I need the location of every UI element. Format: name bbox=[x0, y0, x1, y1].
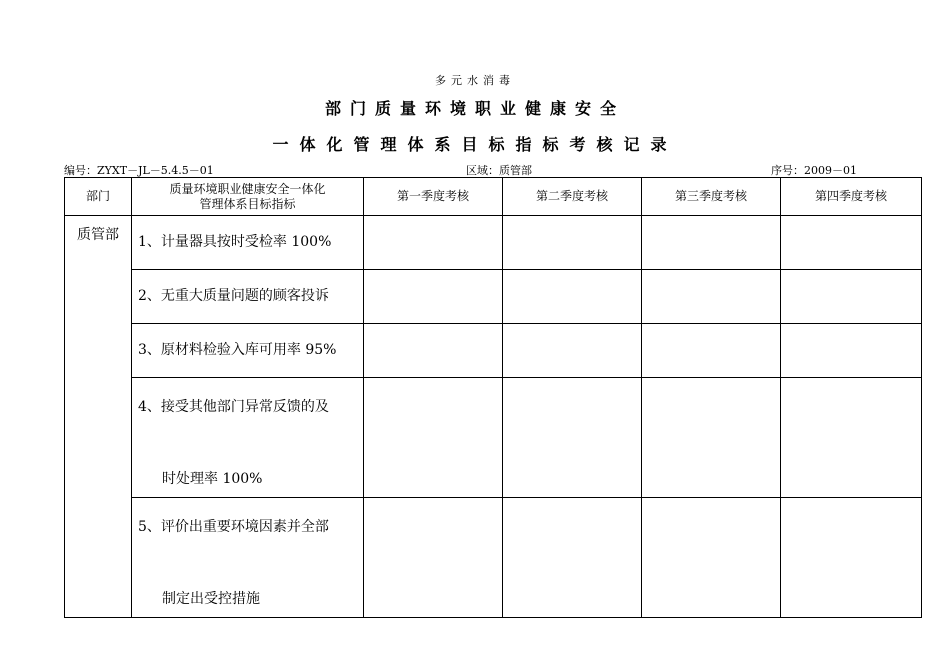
q2-cell bbox=[503, 216, 642, 270]
q1-cell bbox=[364, 324, 503, 378]
q2-cell bbox=[503, 378, 642, 498]
table-row bbox=[65, 270, 922, 324]
q4-cell bbox=[781, 498, 922, 618]
indicator-cell bbox=[132, 498, 364, 618]
header-indicator-line2: 管理体系目标指标 bbox=[199, 196, 296, 211]
header-indicator bbox=[132, 178, 364, 216]
header-indicator-line1: 质量环境职业健康安全一体化 bbox=[169, 181, 326, 196]
table-row bbox=[65, 216, 922, 270]
q3-cell bbox=[642, 378, 781, 498]
indicator-cell bbox=[132, 378, 364, 498]
q1-cell bbox=[364, 216, 503, 270]
department-cell: 质管部 bbox=[65, 216, 132, 618]
q4-cell bbox=[781, 378, 922, 498]
q1-cell bbox=[364, 378, 503, 498]
q2-cell bbox=[503, 324, 642, 378]
q1-cell bbox=[364, 270, 503, 324]
table-header-row bbox=[65, 178, 922, 216]
company-name: 多元水消毒 bbox=[435, 74, 515, 87]
indicator-text: 2、无重大质量问题的顾客投诉 bbox=[138, 288, 329, 304]
header-q2: 第二季度考核 bbox=[503, 178, 642, 216]
indicator-text-continued: 制定出受控措施 bbox=[162, 591, 260, 607]
q4-cell bbox=[781, 216, 922, 270]
header-q1: 第一季度考核 bbox=[364, 178, 503, 216]
indicator-cell bbox=[132, 270, 364, 324]
table-row bbox=[65, 378, 922, 498]
header-q4: 第四季度考核 bbox=[781, 178, 922, 216]
header-q3: 第三季度考核 bbox=[642, 178, 781, 216]
document-title-line1: 部门质量环境职业健康安全 bbox=[324, 99, 625, 118]
table-row bbox=[65, 324, 922, 378]
q3-cell bbox=[642, 498, 781, 618]
document-code: 编号：ZYXT－JL－5.4.5－01 bbox=[64, 164, 214, 177]
q2-cell bbox=[503, 498, 642, 618]
indicator-text: 3、原材料检验入库可用率 95% bbox=[138, 342, 337, 358]
q3-cell bbox=[642, 324, 781, 378]
indicator-text: 1、计量器具按时受检率 100% bbox=[138, 234, 332, 250]
indicator-cell bbox=[132, 324, 364, 378]
assessment-table bbox=[64, 177, 922, 618]
q1-cell bbox=[364, 498, 503, 618]
header-dept: 部门 bbox=[65, 178, 132, 216]
q3-cell bbox=[642, 216, 781, 270]
area-label: 区域：质管部 bbox=[466, 164, 532, 177]
q4-cell bbox=[781, 324, 922, 378]
indicator-text: 5、评价出重要环境因素并全部 bbox=[138, 519, 329, 535]
indicator-cell bbox=[132, 216, 364, 270]
serial-number: 序号：2009－01 bbox=[771, 164, 857, 177]
q4-cell bbox=[781, 270, 922, 324]
q3-cell bbox=[642, 270, 781, 324]
table-row bbox=[65, 498, 922, 618]
indicator-text-continued: 时处理率 100% bbox=[162, 471, 263, 487]
document-title-line2: 一体化管理体系目标指标考核记录 bbox=[272, 135, 678, 154]
indicator-text: 4、接受其他部门异常反馈的及 bbox=[138, 399, 329, 415]
q2-cell bbox=[503, 270, 642, 324]
